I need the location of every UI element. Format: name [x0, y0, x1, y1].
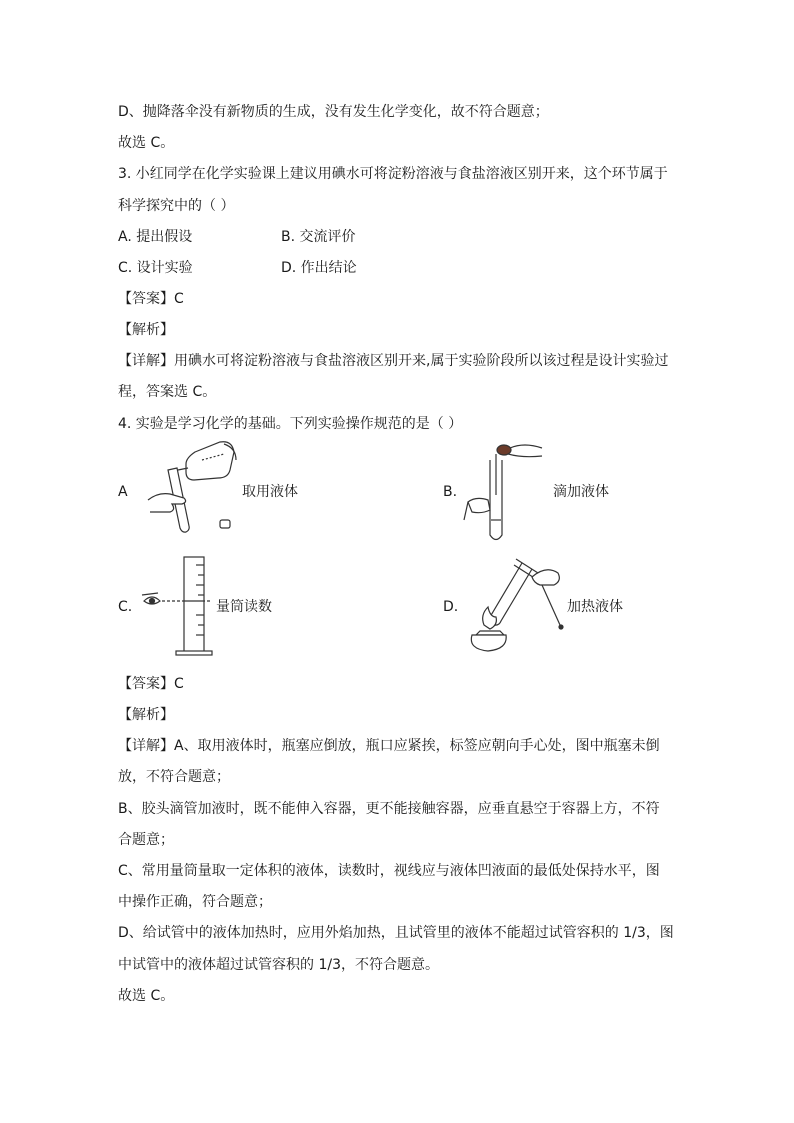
graduated-cylinder-figure [140, 555, 220, 660]
q3-option-b: B. 交流评价 [281, 229, 356, 245]
q4-option-d-caption: 加热液体 [567, 599, 623, 615]
heating-liquid-figure [462, 555, 567, 655]
detail-text: 中试管中的液体超过试管容积的 1/3，不符合题意。 [118, 957, 439, 973]
detail-text: C、常用量筒量取一定体积的液体，读数时，视线应与液体凹液面的最低处保持水平，图 [118, 863, 660, 879]
detail-text: 放，不符合题意； [118, 769, 230, 785]
detail-text: 【详解】用碘水可将淀粉溶液与食盐溶液区别开来,属于实验阶段所以该过程是设计实验过 [118, 353, 669, 369]
q4-option-b-letter: B. [443, 484, 458, 500]
q4-option-a-caption: 取用液体 [242, 484, 298, 500]
q3-option-d: D. 作出结论 [281, 260, 357, 276]
question-4-stem: 4. 实验是学习化学的基础。下列实验操作规范的是（ ） [118, 416, 463, 432]
detail-text: 合题意； [118, 832, 174, 848]
detail-text: B、胶头滴管加液时，既不能伸入容器，更不能接触容器，应垂直悬空于容器上方，不符 [118, 801, 660, 817]
text-line: D、抛降落伞没有新物质的生成，没有发生化学变化，故不符合题意； [118, 104, 549, 120]
question-3-stem: 科学探究中的（ ） [118, 198, 235, 214]
q4-option-a-letter: A [118, 484, 128, 500]
q4-option-c-caption: 量筒读数 [216, 599, 272, 615]
q3-option-a: A. 提出假设 [118, 229, 193, 245]
detail-text: 中操作正确，符合题意； [118, 894, 272, 910]
detail-text: 故选 C。 [118, 988, 175, 1004]
q4-option-d-letter: D. [443, 599, 459, 615]
text-line: 故选 C。 [118, 135, 175, 151]
dropper-figure [462, 440, 552, 545]
detail-text: D、给试管中的液体加热时，应用外焰加热，且试管里的液体不能超过试管容积的 1/3，图 [118, 925, 674, 941]
q4-option-c-letter: C. [118, 599, 133, 615]
analysis-label: 【解析】 [118, 707, 174, 723]
detail-text: 【详解】A、取用液体时，瓶塞应倒放，瓶口应紧挨，标签应朝向手心处，图中瓶塞未倒 [118, 738, 660, 754]
detail-text: 程，答案选 C。 [118, 384, 217, 400]
analysis-label: 【解析】 [118, 322, 174, 338]
pouring-liquid-figure [140, 440, 240, 535]
q3-option-c: C. 设计实验 [118, 260, 193, 276]
q4-option-b-caption: 滴加液体 [553, 484, 609, 500]
answer-label: 【答案】C [118, 291, 184, 307]
answer-label: 【答案】C [118, 676, 184, 692]
question-3-stem: 3. 小红同学在化学实验课上建议用碘水可将淀粉溶液与食盐溶液区别开来，这个环节属于 [118, 166, 668, 182]
